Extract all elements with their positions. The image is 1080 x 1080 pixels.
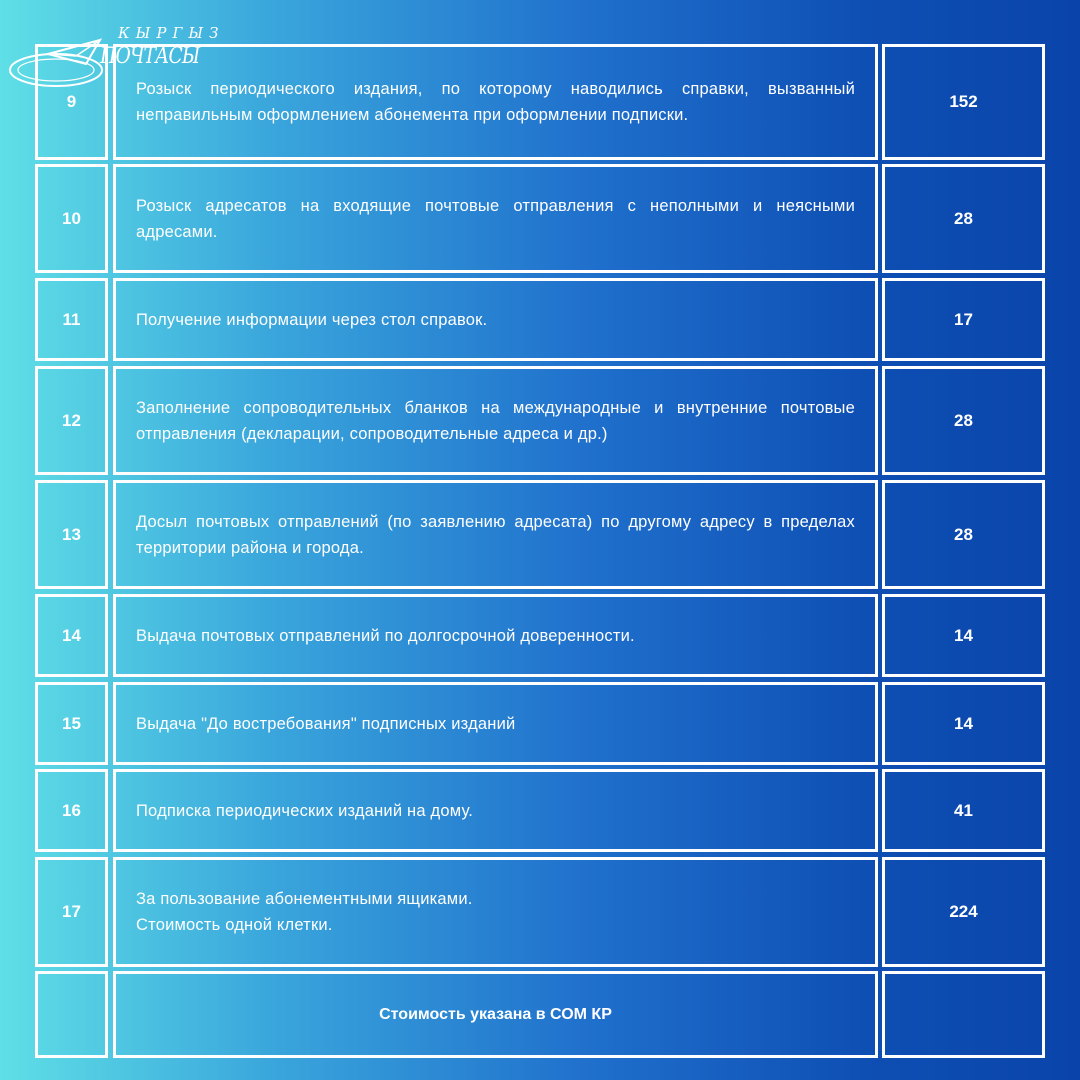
- row-number: 12: [35, 366, 108, 475]
- row-price: 28: [882, 164, 1045, 273]
- row-number: 13: [35, 480, 108, 589]
- row-number: 10: [35, 164, 108, 273]
- row-description-text: Розыск периодического издания, по которому наводились справки, вызванный неправильным оформлением абонемента при оформлении подписки.: [136, 80, 855, 124]
- row-price: 17: [882, 278, 1045, 361]
- row-description-text: [136, 886, 855, 938]
- logo-text-top: КЫРГЫЗ: [118, 24, 225, 42]
- row-number: 9: [35, 44, 108, 160]
- row-description-text: Выдача почтовых отправлений по долгосрочной доверенности.: [136, 626, 635, 645]
- row-description: [113, 164, 878, 273]
- row-description: [113, 857, 878, 967]
- row-price: 14: [882, 682, 1045, 765]
- row-description-text: Подписка периодических изданий на дому.: [136, 801, 474, 820]
- row-number: 11: [35, 278, 108, 361]
- row-description-text: Выдача "До востребования" подписных изданий: [136, 714, 516, 733]
- row-number: 17: [35, 857, 108, 967]
- row-description-line: За пользование абонементными ящиками.: [136, 890, 473, 908]
- row-number: 14: [35, 594, 108, 677]
- row-number: 16: [35, 769, 108, 852]
- row-description-text: Досыл почтовых отправлений (по заявлению адресата) по другому адресу в пределах территории района и города.: [136, 512, 855, 557]
- row-price: 14: [882, 594, 1045, 677]
- logo-text-main: ПОЧТАСЫ: [100, 44, 200, 69]
- row-description-text: Получение информации через стол справок.: [136, 310, 488, 329]
- row-description: [113, 366, 878, 475]
- row-description-text: Розыск адресатов на входящие почтовые отправления с неполными и неясными адресами.: [136, 196, 855, 241]
- row-description: [113, 480, 878, 589]
- row-price: 28: [882, 366, 1045, 475]
- row-price: 224: [882, 857, 1045, 967]
- row-description: [113, 44, 878, 160]
- currency-note: Стоимость указана в СОМ КР: [113, 971, 878, 1058]
- footer-empty-cell: [882, 971, 1045, 1058]
- row-price: 152: [882, 44, 1045, 160]
- row-price: 28: [882, 480, 1045, 589]
- row-price: 41: [882, 769, 1045, 852]
- row-description: [113, 682, 878, 765]
- row-description: [113, 594, 878, 677]
- footer-empty-cell: [35, 971, 108, 1058]
- row-description-text: Заполнение сопроводительных бланков на международные и внутренние почтовые отправления (декларации, сопроводительные адреса и др.): [136, 398, 855, 443]
- row-description: [113, 278, 878, 361]
- row-description-line: Стоимость одной клетки.: [136, 916, 333, 934]
- row-description: [113, 769, 878, 852]
- row-number: 15: [35, 682, 108, 765]
